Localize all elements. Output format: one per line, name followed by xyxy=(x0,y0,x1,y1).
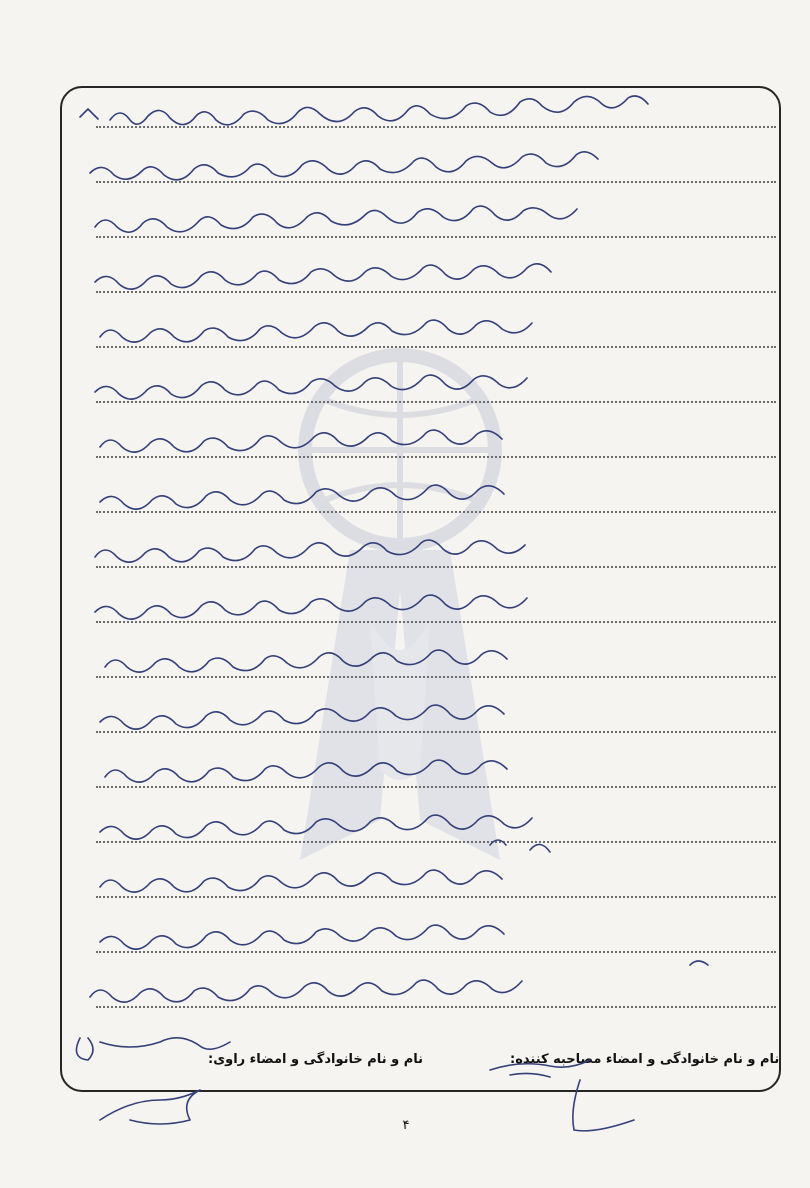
narrator-signature xyxy=(60,1030,250,1140)
narrator-signature-label: نام و نام خانوادگی و امضاء راوی: xyxy=(208,1052,423,1067)
interviewer-signature-label: نام و نام خانوادگی و امضاء مصاحبه کننده: xyxy=(510,1052,780,1067)
page-number: ۴ xyxy=(402,1118,410,1133)
handwritten-transcript xyxy=(70,95,780,1045)
interviewer-signature xyxy=(480,1040,660,1140)
